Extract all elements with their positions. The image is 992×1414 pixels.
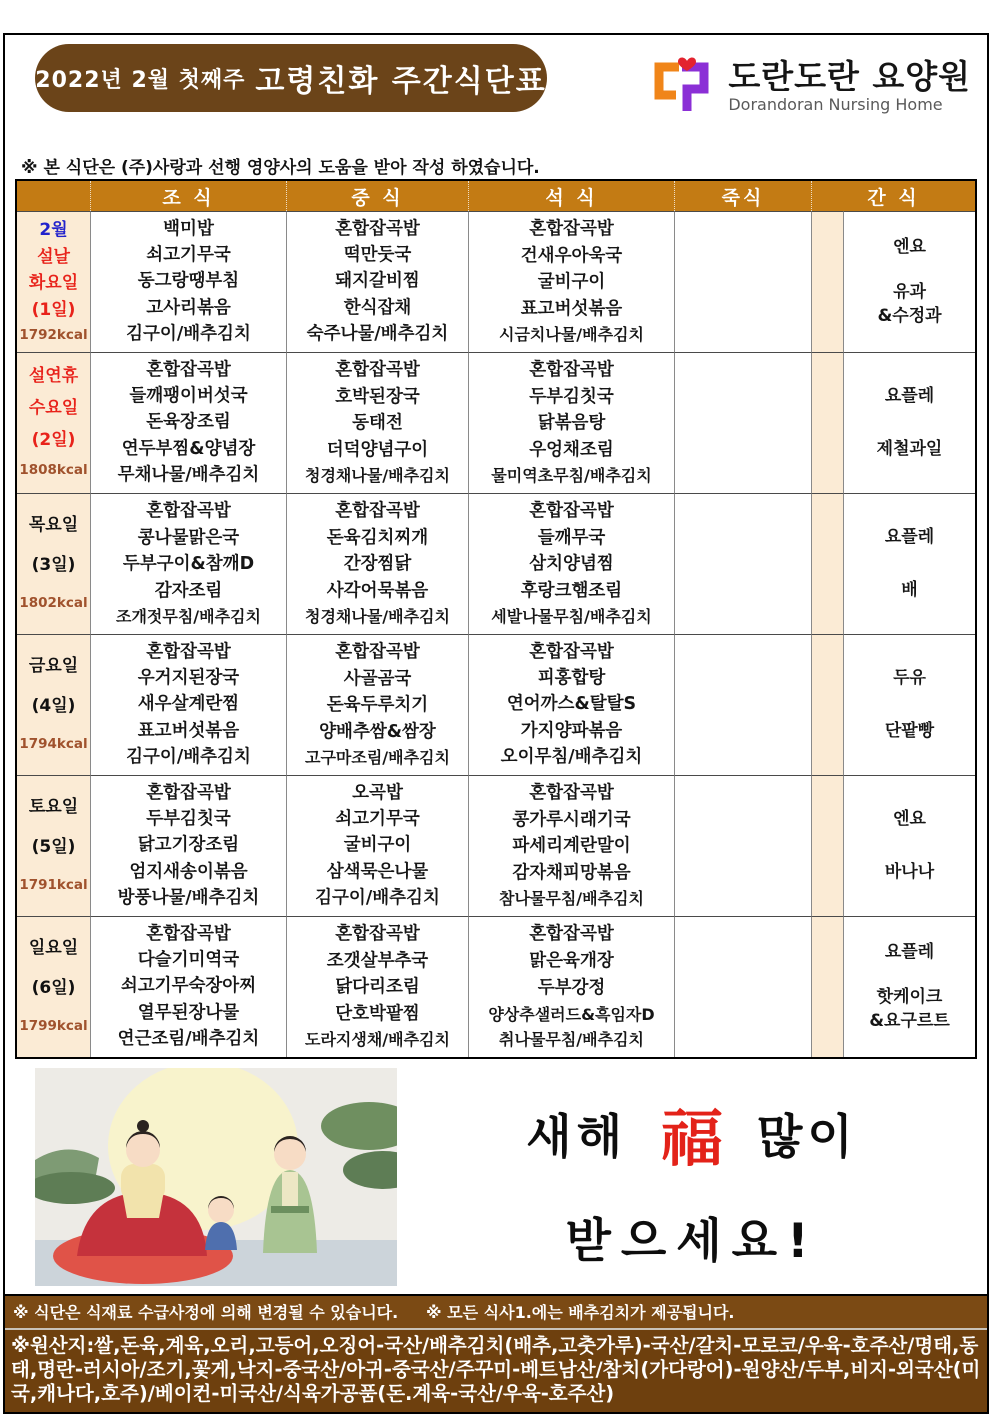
header-day: [17, 181, 91, 211]
menu-item: 연근조림/배추김치: [117, 1028, 260, 1049]
menu-item: 물미역초무침/배추김치: [491, 466, 652, 485]
divider-strip: [812, 775, 844, 916]
menu-item: 오이무침/배추김치: [500, 746, 643, 767]
logo-mark-icon: [646, 55, 716, 119]
table-row: [17, 916, 975, 1057]
divider-strip: [812, 916, 844, 1057]
menu-item: 돼지갈비찜: [335, 271, 420, 292]
menu-item: 쇠고기무국: [146, 245, 231, 265]
snack-item: 요플레: [884, 942, 935, 963]
title-week: 2022년 2월 첫째주: [35, 67, 246, 93]
menu-item: 두부김칫국: [529, 386, 614, 407]
lunch-cell: [287, 916, 469, 1057]
porridge-cell: [675, 916, 812, 1057]
dinner-cell: [469, 775, 675, 916]
breakfast-cell: [91, 211, 287, 352]
snack-item: 단팥빵: [884, 720, 935, 741]
snack-item: 엔요: [893, 237, 926, 258]
menu-table: [15, 179, 977, 1059]
menu-item: 맑은육개장: [529, 951, 614, 971]
menu-table-body: [17, 211, 975, 1057]
menu-item: 감자채피망볶음: [512, 862, 631, 883]
porridge-cell: [675, 211, 812, 352]
menu-item: 건새우아욱국: [520, 245, 623, 266]
menu-item: 굴비구이: [343, 835, 412, 856]
divider-strip: [812, 352, 844, 493]
menu-item: 들깨팽이버섯국: [129, 386, 248, 406]
day-label: 일요일: [28, 938, 79, 959]
menu-table-header: [17, 181, 975, 211]
snack-cell: [844, 775, 975, 916]
greeting-line1: [526, 1089, 858, 1178]
menu-item: 가지양파볶음: [520, 720, 623, 741]
menu-item: 두부구이&참깨D: [122, 554, 255, 574]
menu-item: 조개젓무침/배추김치: [116, 607, 261, 626]
day-label: (2일): [31, 430, 76, 451]
dinner-cell: [469, 352, 675, 493]
menu-item: 혼합잡곡밥: [529, 219, 614, 239]
menu-item: 고사리볶음: [146, 297, 231, 318]
dinner-cell: [469, 916, 675, 1057]
table-row: [17, 352, 975, 493]
snack-cell: [844, 916, 975, 1057]
menu-item: 혼합잡곡밥: [146, 359, 231, 380]
origin-info-bar: ※원산지:쌀,돈육,계육,오리,고등어,오징어-국산/배추김치(배추,고춧가루)-국산/갈치-모로코/우육-호주산/명태,동태,명란-러시아/조기,꽃게,낙지-중국산/아귀-중국산/주꾸미-베트남산/참치(가다랑어)-원양산/두부,비지-외국산(미국,캐나다,호주)/베이컨-미국산/식육가공품(돈.계육-국산/우육-호주산): [5, 1328, 987, 1412]
porridge-cell: [675, 775, 812, 916]
document-frame: [3, 33, 989, 1414]
table-row: [17, 775, 975, 916]
lunch-cell: [287, 775, 469, 916]
snack-group: [869, 986, 950, 1031]
snack-group: [893, 239, 926, 256]
snack-group: [884, 861, 935, 882]
dinner-cell: [469, 634, 675, 775]
menu-item: 연어까스&탈탈S: [506, 694, 637, 715]
menu-item: 열무된장나물: [137, 1002, 240, 1023]
menu-item: 무채나물/배추김치: [117, 464, 260, 485]
menu-item: 혼합잡곡밥: [146, 923, 231, 944]
lunch-cell: [287, 211, 469, 352]
menu-item: 돈육두루치기: [326, 695, 429, 715]
lunch-cell: [287, 634, 469, 775]
snack-cell: [844, 352, 975, 493]
menu-item: 콩나물맑은국: [137, 527, 240, 548]
menu-item: 시금치나물/배추김치: [499, 325, 644, 344]
greeting-hanja-bok: 福: [660, 1101, 723, 1175]
menu-item: 닭볶음탕: [537, 413, 606, 433]
kcal-label: 1802kcal: [19, 595, 88, 612]
breakfast-cell: [91, 634, 287, 775]
day-label: 목요일: [28, 515, 79, 536]
breakfast-cell: [91, 493, 287, 634]
menu-item: 오곡밥: [352, 782, 403, 803]
day-cell: [17, 493, 91, 634]
day-label: 설연휴: [28, 366, 79, 387]
kcal-label: 1808kcal: [19, 462, 88, 479]
day-label: 2월: [39, 219, 68, 240]
menu-item: 표고버섯볶음: [520, 298, 623, 319]
day-cell: [17, 352, 91, 493]
menu-item: 두부김칫국: [146, 809, 231, 829]
snack-item: 핫케이크: [876, 986, 943, 1007]
snack-cell: [844, 634, 975, 775]
masthead: [5, 35, 987, 153]
day-label: 화요일: [28, 273, 79, 294]
menu-item: 더덕양념구이: [326, 439, 429, 460]
menu-item: 후랑크햄조림: [520, 580, 623, 601]
menu-item: 조갯살부추국: [326, 950, 429, 971]
day-label: (4일): [31, 696, 76, 717]
snack-group: [876, 438, 943, 459]
menu-item: 표고버섯볶음: [137, 720, 240, 741]
day-cell: [17, 916, 91, 1057]
page-title: 고령친화 주간식단표: [255, 64, 547, 99]
lunch-cell: [287, 352, 469, 493]
menu-item: 파세리계란말이: [512, 836, 631, 856]
menu-item: 세발나물무침/배추김치: [491, 607, 652, 626]
menu-item: 단호박팥찜: [335, 1003, 420, 1024]
day-label: 수요일: [28, 398, 79, 419]
kcal-label: 1792kcal: [19, 326, 88, 343]
header-breakfast: 조 식: [91, 181, 287, 211]
snack-item: 제철과일: [876, 438, 943, 459]
menu-item: 사골곰국: [343, 668, 412, 689]
day-cell: [17, 775, 91, 916]
day-cell: [17, 634, 91, 775]
menu-item: 돈육김치찌개: [326, 527, 429, 548]
divider-strip: [812, 634, 844, 775]
logo-name-ko: 도란도란 요양원: [728, 57, 971, 97]
snack-item: 엔요: [893, 809, 926, 830]
day-label: (3일): [31, 555, 76, 576]
snack-item: 요플레: [884, 527, 935, 548]
greeting-line2: 받으세요!: [565, 1213, 819, 1269]
menu-item: 혼합잡곡밥: [529, 360, 614, 380]
snack-item: 유과: [893, 281, 926, 302]
kcal-label: 1794kcal: [19, 736, 88, 753]
menu-item: 동태전: [352, 413, 403, 433]
snack-item: &수정과: [877, 305, 942, 326]
menu-item: 들깨무국: [537, 527, 606, 548]
menu-item: 떡만둣국: [343, 245, 412, 265]
snack-cell: [844, 211, 975, 352]
table-row: [17, 493, 975, 634]
menu-item: 방풍나물/배추김치: [117, 887, 260, 908]
menu-item: 혼합잡곡밥: [146, 641, 231, 662]
menu-item: 혼합잡곡밥: [529, 924, 614, 945]
menu-item: 돈육장조림: [146, 412, 231, 433]
snack-item: 요플레: [884, 386, 935, 407]
snack-cell: [844, 493, 975, 634]
snack-group: [885, 944, 934, 961]
day-label: (1일): [31, 300, 76, 320]
menu-item: 감자조림: [154, 580, 223, 601]
day-label: 금요일: [28, 656, 79, 677]
menu-item: 쇠고기무숙장아찌: [120, 976, 257, 997]
menu-item: 닭고기장조림: [137, 835, 240, 856]
title-box: [35, 44, 547, 112]
breakfast-cell: [91, 352, 287, 493]
greeting-word-mani: 많이: [757, 1109, 858, 1165]
snack-group: [885, 529, 934, 546]
menu-item: 다슬기미역국: [137, 950, 240, 970]
menu-item: 혼합잡곡밥: [529, 641, 614, 662]
menu-item: 동그랑땡부침: [137, 271, 240, 292]
menu-item: 혼합잡곡밥: [335, 501, 420, 521]
snack-item: 배: [901, 579, 918, 600]
divider-strip: [812, 211, 844, 352]
menu-item: 피홍합탕: [537, 668, 606, 688]
menu-item: 사각어묵볶음: [326, 580, 429, 601]
kcal-label: 1799kcal: [19, 1018, 88, 1035]
dietitian-note: ※ 본 식단은 (주)사랑과 선행 영양사의 도움을 받아 작성 하였습니다.: [21, 158, 540, 178]
header-dinner: 석 식: [469, 181, 675, 211]
day-label: (6일): [31, 978, 76, 999]
menu-item: 혼합잡곡밥: [146, 782, 231, 803]
logo-text: [728, 57, 971, 114]
snack-group: [901, 579, 918, 600]
menu-item: 한식잡채: [343, 297, 412, 318]
menu-item: 혼합잡곡밥: [146, 501, 231, 521]
snack-item: 두유: [893, 668, 926, 689]
menu-item: 우엉채조림: [529, 439, 614, 460]
menu-item: 혼합잡곡밥: [335, 924, 420, 944]
menu-item: 엄지새송이볶음: [129, 861, 248, 882]
greeting-text: [397, 1089, 987, 1271]
porridge-cell: [675, 352, 812, 493]
menu-item: 혼합잡곡밥: [529, 501, 614, 521]
menu-item: 혼합잡곡밥: [335, 218, 420, 239]
menu-item: 우거지된장국: [137, 668, 240, 688]
menu-item: 굴비구이: [537, 272, 606, 292]
menu-item: 취나물무침/배추김치: [499, 1029, 644, 1049]
snack-group: [885, 388, 934, 405]
porridge-cell: [675, 493, 812, 634]
menu-item: 콩가루시래기국: [512, 809, 631, 830]
day-cell: [17, 211, 91, 352]
menu-item: 연두부찜&양념장: [121, 438, 256, 459]
menu-item: 숙주나물/배추김치: [306, 323, 449, 344]
notice-bar: ※ 식단은 식재료 수급사정에 의해 변경될 수 있습니다. ※ 모든 식사1.에는 배추김치가 제공됩니다.: [5, 1294, 987, 1328]
menu-item: 삼색묵은나물: [326, 861, 429, 882]
snack-group: [893, 670, 926, 687]
menu-item: 새우살계란찜: [137, 694, 240, 715]
menu-item: 김구이/배추김치: [315, 887, 440, 908]
day-label: 설날: [37, 246, 70, 267]
menu-item: 청경채나물/배추김치: [305, 466, 450, 485]
menu-item: 혼합잡곡밥: [529, 783, 614, 803]
menu-item: 혼합잡곡밥: [335, 360, 420, 380]
menu-item: 고구마조림/배추김치: [305, 748, 450, 767]
menu-item: 닭다리조림: [335, 977, 420, 997]
kcal-label: 1791kcal: [19, 877, 88, 894]
snack-item: 바나나: [884, 861, 935, 882]
breakfast-cell: [91, 775, 287, 916]
menu-item: 삼치양념찜: [529, 554, 614, 574]
menu-item: 두부강정: [537, 977, 606, 998]
header-lunch: 중 식: [287, 181, 469, 211]
dinner-cell: [469, 211, 675, 352]
dinner-cell: [469, 493, 675, 634]
menu-item: 참나물무침/배추김치: [499, 889, 644, 908]
day-label: 토요일: [28, 797, 79, 818]
day-label: (5일): [31, 837, 76, 858]
menu-item: 쇠고기무국: [335, 809, 420, 829]
header-snack: 간 식: [867, 186, 920, 209]
greeting-word-saehae: 새해: [526, 1109, 627, 1165]
logo-name-en: Dorandoran Nursing Home: [728, 94, 943, 114]
breakfast-cell: [91, 916, 287, 1057]
table-row: [17, 211, 975, 352]
snack-item: &요구르트: [869, 1010, 950, 1031]
menu-item: 도라지생채/배추김치: [305, 1030, 450, 1049]
porridge-cell: [675, 634, 812, 775]
nursing-home-logo: [646, 55, 971, 119]
snack-group: [884, 720, 935, 741]
menu-item: 김구이/배추김치: [126, 746, 251, 767]
menu-item: 호박된장국: [335, 386, 420, 407]
greeting-section: [5, 1059, 987, 1294]
menu-item: 김구이/배추김치: [126, 323, 251, 344]
header-porridge: 죽식: [675, 181, 812, 211]
menu-item: 양상추샐러드&흑임자D: [488, 1004, 655, 1024]
menu-item: 양배추쌈&쌈장: [319, 721, 436, 742]
menu-item: 백미밥: [163, 218, 214, 239]
menu-item: 혼합잡곡밥: [335, 642, 420, 662]
new-year-illustration: [35, 1068, 397, 1286]
menu-item: 청경채나물/배추김치: [305, 607, 450, 626]
snack-group: [877, 281, 942, 326]
table-row: [17, 634, 975, 775]
snack-group: [893, 811, 926, 828]
menu-item: 간장찜닭: [343, 554, 412, 574]
lunch-cell: [287, 493, 469, 634]
divider-strip: [812, 493, 844, 634]
